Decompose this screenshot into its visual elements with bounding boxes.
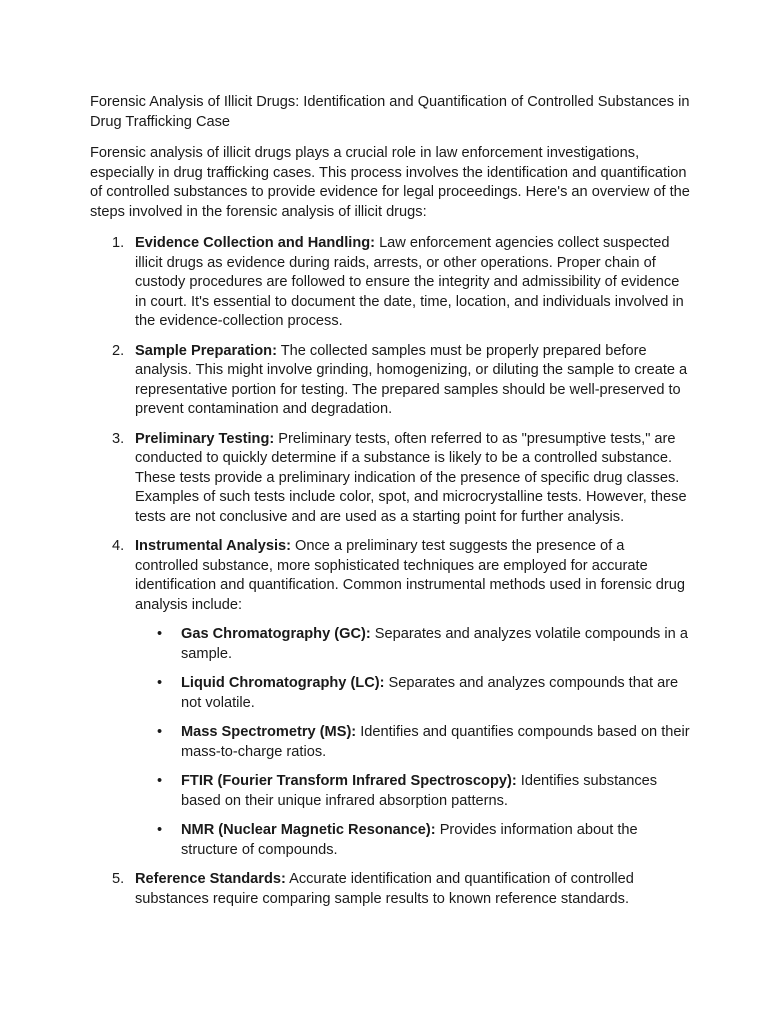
method-term: Gas Chromatography (GC): xyxy=(181,626,371,642)
bullet-icon: • xyxy=(157,675,163,691)
step-term: Sample Preparation: xyxy=(135,342,277,359)
bullet-icon: • xyxy=(157,773,163,789)
step-term: Reference Standards: xyxy=(135,871,286,887)
step-text: Once a preliminary test suggests the presence of a controlled substance, more sophisticated techniques are employed for accurate identification and quantification. Common instrumental methods used in forensic drug analysis include: xyxy=(135,538,686,613)
step-number: 1. xyxy=(112,235,125,251)
method-term: NMR (Nuclear Magnetic Resonance): xyxy=(181,822,436,838)
step-item xyxy=(90,537,690,860)
method-item xyxy=(135,674,690,713)
method-term: Liquid Chromatography (LC): xyxy=(181,675,385,691)
method-item xyxy=(135,772,690,811)
method-text: Separates and analyzes volatile compounds in a sample. xyxy=(181,626,688,662)
step-text: Law enforcement agencies collect suspected illicit drugs as evidence during raids, arrests, or other operations. Proper chain of custody procedures are followed to ensure the integrity and admissibility of evidence in court. It's essential to document the date, time, location, and individuals involved in the evidence-collection process. xyxy=(135,235,684,329)
bullet-icon: • xyxy=(157,822,163,838)
step-item xyxy=(90,234,690,332)
methods-list xyxy=(135,625,690,860)
method-text: Provides information about the structure of compounds. xyxy=(181,822,638,858)
step-number: 2. xyxy=(112,342,125,359)
method-text: Identifies and quantifies compounds based on their mass-to-charge ratios. xyxy=(181,724,690,760)
bullet-icon: • xyxy=(157,626,163,642)
step-term: Preliminary Testing: xyxy=(135,430,275,447)
method-text: Identifies substances based on their unique infrared absorption patterns. xyxy=(181,773,658,809)
step-text: The collected samples must be properly prepared before analysis. This might involve grinding, homogenizing, or diluting the sample to create a representative portion for testing. The prepared samples should be well-preserved to prevent contamination and degradation. xyxy=(135,342,688,417)
step-number: 5. xyxy=(112,871,125,887)
step-term: Evidence Collection and Handling: xyxy=(135,235,376,251)
step-text: Accurate identification and quantification of controlled substances require comparing sample results to known reference standards. xyxy=(135,871,634,907)
document-title: Forensic Analysis of Illicit Drugs: Identification and Quantification of Controlled Substances in Drug Trafficking Case xyxy=(90,94,690,130)
method-item xyxy=(135,723,690,762)
method-text: Separates and analyzes compounds that are not volatile. xyxy=(181,675,679,711)
steps-list xyxy=(90,234,690,909)
method-term: Mass Spectrometry (MS): xyxy=(181,724,357,740)
method-item xyxy=(135,625,690,664)
method-item xyxy=(135,821,690,860)
intro-paragraph: Forensic analysis of illicit drugs plays a crucial role in law enforcement investigations, especially in drug trafficking cases. This process involves the identification and quantification of controlled substances to provide evidence for legal proceedings. Here's an overview of the steps involved in the forensic analysis of illicit drugs: xyxy=(90,145,690,220)
step-item xyxy=(90,430,690,528)
document-page xyxy=(90,93,690,919)
step-item xyxy=(90,342,690,420)
step-item xyxy=(90,870,690,909)
bullet-icon: • xyxy=(157,724,163,740)
step-text: Preliminary tests, often referred to as "presumptive tests," are conducted to quickly determine if a substance is likely to be a controlled substance. These tests provide a preliminary indication of the presence of specific drug classes. Examples of such tests include color, spot, and microcrystalline tests. However, these tests are not conclusive and are used as a starting point for further analysis. xyxy=(135,430,687,525)
step-number: 4. xyxy=(112,538,125,554)
step-number: 3. xyxy=(112,430,125,447)
method-term: FTIR (Fourier Transform Infrared Spectroscopy): xyxy=(181,773,517,789)
step-term: Instrumental Analysis: xyxy=(135,538,291,554)
